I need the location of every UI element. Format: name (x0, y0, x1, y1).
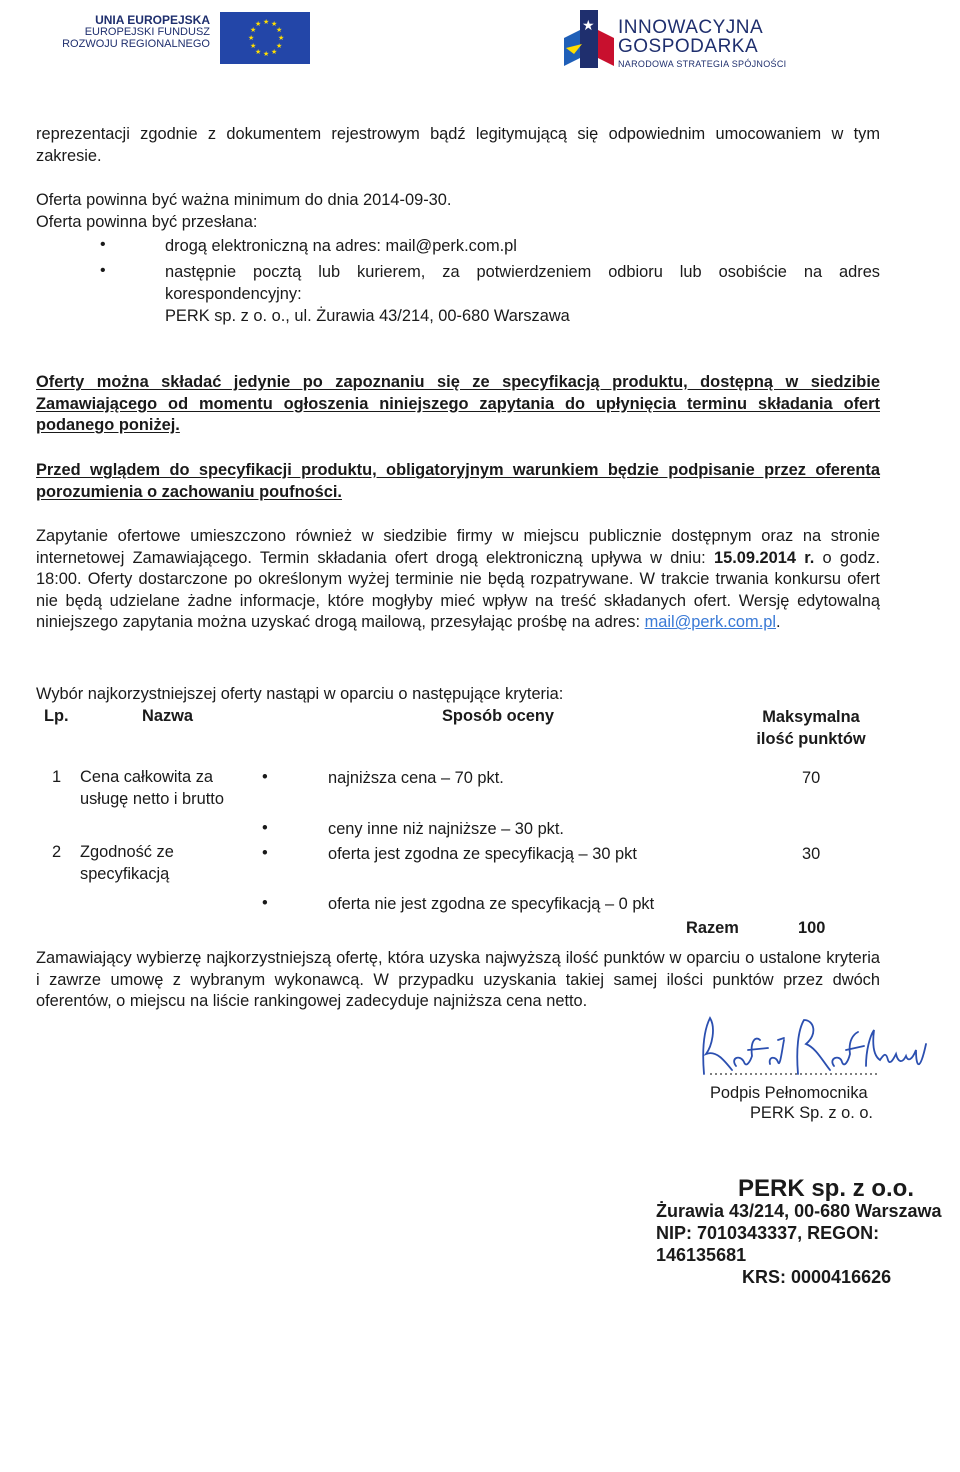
validity-line: Oferta powinna być ważna minimum do dnia 2014-09-30. (36, 191, 452, 209)
table-row-2-name (80, 841, 174, 885)
innowacyjna-gospodarka-text (618, 18, 786, 69)
svg-text:★: ★ (276, 42, 283, 50)
table-row-2-name-line1: Zgodność ze (80, 843, 174, 861)
main-paragraph-a: Zapytanie ofertowe umieszczono również w siedzibie firmy w miejscu publicznie dostępnym oraz na stronie internetowej Zamawiającego. Termin składania ofert drogą elektroniczną upływa w dniu: (36, 527, 880, 567)
svg-text:★: ★ (250, 42, 257, 50)
delivery-address: PERK sp. z o. o., ul. Żurawia 43/214, 00-680 Warszawa (165, 307, 570, 325)
svg-text:★: ★ (263, 18, 270, 26)
svg-text:★: ★ (271, 48, 278, 56)
svg-text:★: ★ (276, 26, 283, 34)
table-row-2-criterion-1: oferta jest zgodna ze specyfikacją – 30 pkt (328, 845, 637, 863)
eu-line3: ROZWOJU REGIONALNEGO (62, 38, 210, 50)
svg-text:★: ★ (255, 48, 262, 56)
intro-paragraph: reprezentacji zgodnie z dokumentem rejestrowym bądź legitymującą się odpowiednim umocowaniem w tym zakresie. (36, 125, 880, 165)
table-header-max-line2: ilość punktów (756, 730, 866, 748)
table-row-1-criterion-2: ceny inne niż najniższe – 30 pkt. (328, 820, 564, 838)
table-header-name: Nazwa (142, 707, 194, 725)
ig-line2: GOSPODARKA (618, 36, 759, 57)
delivery-bullet-email: drogą elektroniczną na adres: mail@perk.com.pl (165, 237, 517, 255)
svg-text:★: ★ (250, 26, 257, 34)
stamp-line3: NIP: 7010343337, REGON: 146135681 (656, 1223, 880, 1265)
main-paragraph-b: o godz. 18:00. Oferty dostarczone po określonym wyżej terminie nie będą rozpatrywane. W trakcie trwania konkursu ofert nie będą udzielane żadne informacje, które mogłyby mieć wpływ na treść składanych ofert. Wersję edytowalną niniejszego zapytania można uzyskać drogą mailową, przesyłając prośbę na adres: (36, 548, 880, 631)
company-stamp (656, 1175, 956, 1288)
svg-text:★: ★ (263, 50, 270, 58)
delivery-bullet-post: następnie pocztą lub kurierem, za potwierdzeniem odbioru lub osobiście na adres korespondencyjny: (165, 263, 880, 303)
deadline-date: 15.09.2014 r. (713, 548, 815, 567)
table-row-2-criterion-2: oferta nie jest zgodna ze specyfikacją – 0 pkt (328, 895, 655, 913)
bullet-icon: • (262, 894, 268, 912)
signature-caption: Podpis Pełnomocnika (710, 1084, 868, 1102)
criteria-intro: Wybór najkorzystniejszej oferty nastąpi w oparciu o następujące kryteria: (36, 685, 564, 703)
bullet-icon: • (100, 262, 106, 279)
svg-text:★: ★ (248, 34, 255, 42)
bullet-icon: • (100, 236, 106, 253)
table-header-method: Sposób oceny (442, 707, 555, 725)
table-total-label: Razem (686, 919, 739, 937)
svg-text:★: ★ (255, 20, 262, 28)
svg-text:★: ★ (278, 34, 285, 42)
closing-paragraph: Zamawiający wybierzę najkorzystniejszą ofertę, która uzyska najwyższą ilość punktów w oparciu o ustalone kryteria i zawrze umowę z wybranym wykonawcą. W przypadku uzyskania takiej samej ilości punktów przez dwóch oferentów, o miejscu na liście rankingowej zadecyduje najniższa cena netto. (36, 949, 880, 1010)
ig-line3: NARODOWA STRATEGIA SPÓJNOŚCI (618, 59, 787, 69)
signature-block (690, 1010, 940, 1130)
table-total-value: 100 (798, 919, 826, 937)
bullet-icon: • (262, 768, 268, 786)
table-row-2-lp: 2 (52, 843, 62, 861)
handwritten-signature (690, 1010, 940, 1082)
table-row-1-lp: 1 (52, 768, 62, 786)
eu-line2: EUROPEJSKI FUNDUSZ (84, 26, 210, 38)
svg-text:★: ★ (271, 20, 278, 28)
stamp-line1: PERK sp. z o.o. (737, 1175, 914, 1202)
bullet-icon: • (262, 819, 268, 837)
main-paragraph (36, 526, 880, 634)
table-header-max (740, 706, 882, 750)
eu-flag-icon (220, 12, 310, 64)
eu-logo-text (60, 14, 210, 50)
bullet-icon: • (262, 844, 268, 862)
table-row-1-max: 70 (802, 769, 821, 787)
table-header-max-line1: Maksymalna (762, 708, 860, 726)
table-row-1-name (80, 766, 224, 810)
table-row-1-name-line1: Cena całkowita za (80, 768, 214, 786)
table-row-2-max: 30 (802, 845, 821, 863)
table-header-lp: Lp. (44, 707, 69, 725)
notice-confidentiality: Przed wglądem do specyfikacji produktu, obligatoryjnym warunkiem będzie podpisanie przez oferenta porozumienia o zachowaniu poufności. (36, 461, 880, 501)
main-paragraph-end: . (776, 613, 781, 631)
innowacyjna-gospodarka-logo-icon (560, 8, 618, 70)
signature-company: PERK Sp. z o. o. (750, 1104, 873, 1122)
stamp-line4: KRS: 0000416626 (742, 1267, 892, 1287)
svg-text:★: ★ (582, 18, 595, 34)
ig-line1: INNOWACYJNA (618, 17, 764, 38)
table-row-1-criterion-1: najniższa cena – 70 pkt. (328, 769, 504, 787)
notice-specification: Oferty można składać jedynie po zapoznaniu się ze specyfikacją produktu, dostępną w siedzibie Zamawiającego od momentu ogłoszenia niniejszego zapytania do upłynięcia terminu składania ofert podanego poniżej. (36, 373, 880, 434)
delivery-intro: Oferta powinna być przesłana: (36, 213, 258, 231)
table-row-1-name-line2: usługę netto i brutto (80, 790, 224, 808)
stamp-line2: Żurawia 43/214, 00-680 Warszawa (656, 1201, 942, 1221)
eu-line1: UNIA EUROPEJSKA (95, 13, 210, 27)
email-link[interactable]: mail@perk.com.pl (644, 613, 777, 631)
table-row-2-name-line2: specyfikacją (80, 865, 170, 883)
